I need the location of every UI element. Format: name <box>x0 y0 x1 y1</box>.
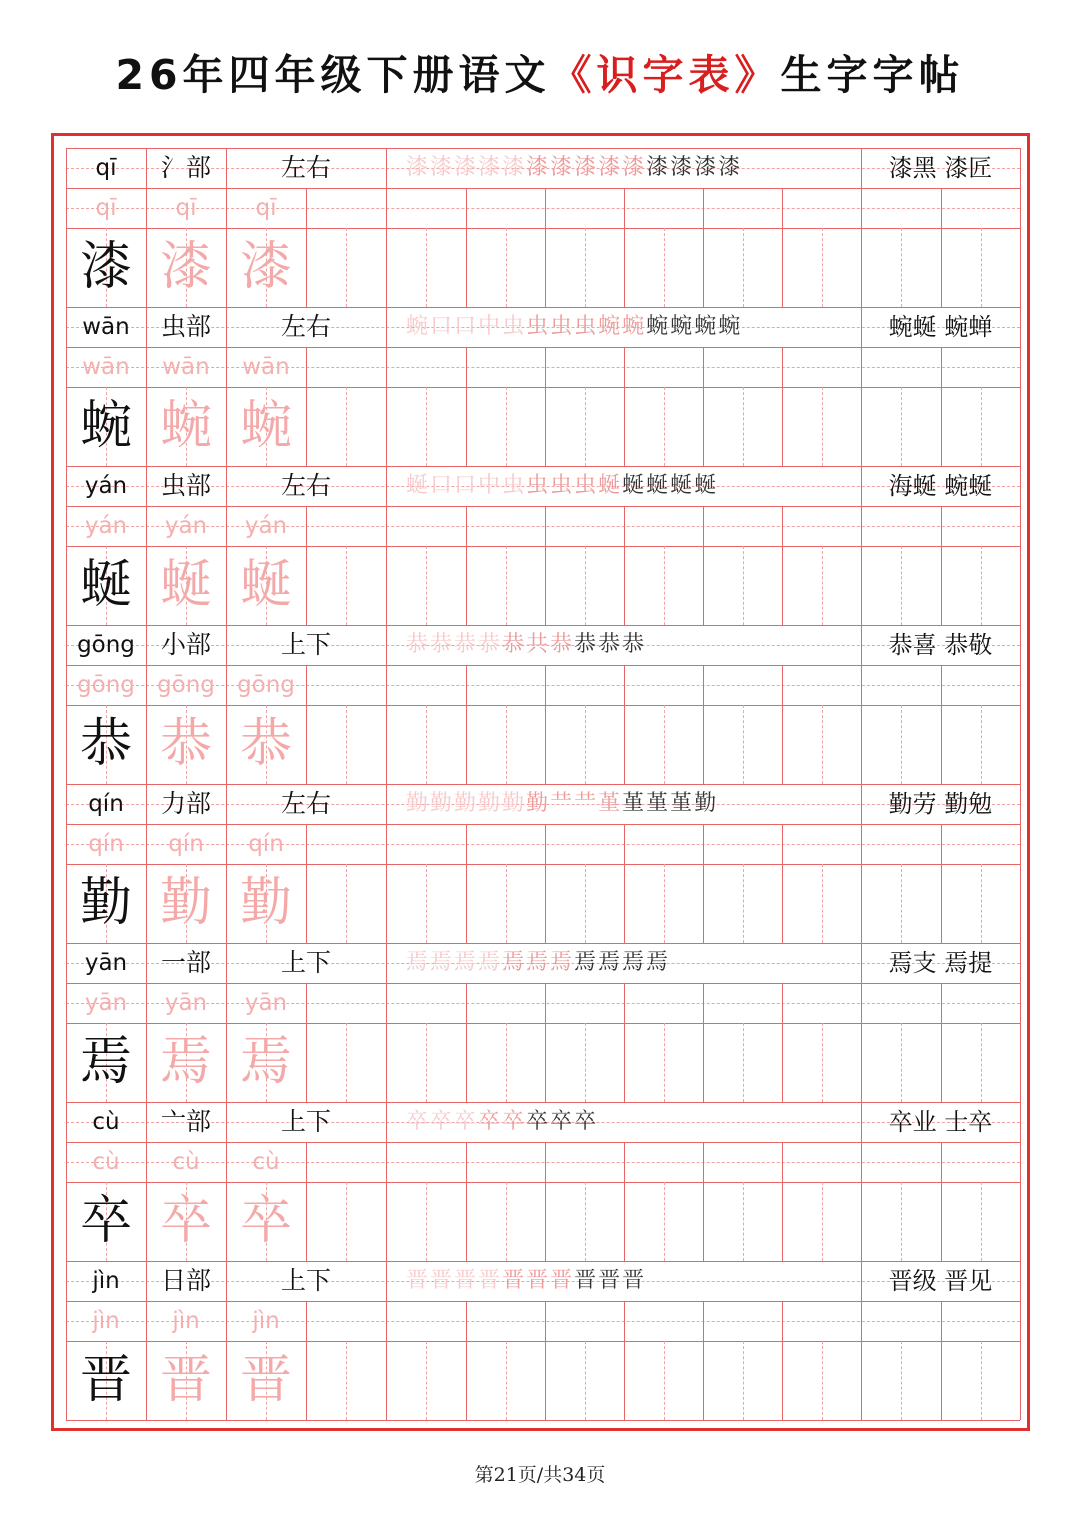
grid-line <box>743 228 744 307</box>
grid-line <box>346 1023 347 1102</box>
trace-pinyin: cù <box>92 1149 120 1175</box>
grid-line <box>703 665 704 784</box>
trace-character: 蜒 <box>159 555 212 615</box>
pinyin: wān <box>82 314 130 340</box>
trace-character: 晋 <box>159 1350 212 1410</box>
stroke-order: 蜿口口中虫虫虫虫蜿蜿蜿蜿蜿蜿 <box>406 314 743 339</box>
grid-line <box>822 387 823 466</box>
model-character: 蜒 <box>79 555 132 615</box>
grid-line <box>1020 1102 1021 1261</box>
grid-line <box>901 228 902 307</box>
trace-character: 勤 <box>239 873 292 933</box>
grid-line <box>624 665 625 784</box>
pinyin: yān <box>84 950 128 976</box>
grid-line <box>306 347 307 466</box>
grid-line <box>901 1182 902 1261</box>
char-block <box>66 307 1020 466</box>
model-character: 恭 <box>79 714 132 774</box>
trace-pinyin: yān <box>244 990 288 1016</box>
grid-line <box>624 506 625 625</box>
page-footer: 第21页/共34页 <box>474 1464 606 1486</box>
grid-line <box>306 188 307 307</box>
grid-line <box>822 1182 823 1261</box>
grid-line <box>703 983 704 1102</box>
trace-pinyin: jìn <box>172 1308 200 1334</box>
grid-line <box>426 546 427 625</box>
model-character: 勤 <box>79 873 132 933</box>
grid-line <box>306 1301 307 1420</box>
grid-line <box>585 705 586 784</box>
grid-line <box>506 387 507 466</box>
stroke-order: 焉焉焉焉焉焉焉焉焉焉焉 <box>406 950 671 975</box>
grid-line <box>506 705 507 784</box>
grid-line <box>822 1023 823 1102</box>
grid-line <box>346 864 347 943</box>
grid-line <box>426 705 427 784</box>
char-block <box>66 625 1020 784</box>
trace-character: 蜒 <box>239 555 292 615</box>
example-words: 恭喜 恭敬 <box>888 631 993 659</box>
grid-line <box>585 387 586 466</box>
grid-line <box>545 983 546 1102</box>
example-words: 焉支 焉提 <box>888 949 993 977</box>
grid-line <box>743 1023 744 1102</box>
grid-line <box>585 864 586 943</box>
grid-line <box>743 705 744 784</box>
trace-pinyin: yán <box>244 513 288 539</box>
grid-line <box>1020 307 1021 466</box>
grid-line <box>624 983 625 1102</box>
grid-line <box>585 546 586 625</box>
grid-line <box>664 864 665 943</box>
grid-line <box>386 1102 387 1261</box>
grid-line <box>703 1142 704 1261</box>
grid-line <box>306 506 307 625</box>
grid-line <box>981 387 982 466</box>
trace-pinyin: yán <box>164 513 208 539</box>
grid-line <box>901 864 902 943</box>
pinyin: jìn <box>92 1268 120 1294</box>
pinyin: yán <box>84 473 128 499</box>
structure: 左右 <box>280 312 331 341</box>
grid-line <box>545 665 546 784</box>
grid-line <box>624 1142 625 1261</box>
model-character: 卒 <box>79 1191 132 1251</box>
stroke-order: 晋晋晋晋晋晋晋晋晋晋 <box>406 1268 647 1293</box>
char-block <box>66 148 1020 307</box>
stroke-order: 恭恭恭恭恭共恭恭恭恭 <box>406 632 647 657</box>
stroke-order: 漆漆漆漆漆漆漆漆漆漆漆漆漆漆 <box>406 155 743 180</box>
stroke-order: 勤勤勤勤勤勤龷龷堇堇堇堇勤 <box>406 791 719 816</box>
radical: 力部 <box>160 789 211 818</box>
grid-line <box>941 665 942 784</box>
grid-line <box>386 148 387 307</box>
grid-line <box>545 1301 546 1420</box>
structure: 上下 <box>280 1266 331 1295</box>
stroke-order: 蜒口口中虫虫虫虫蜒蜒蜒蜒蜒 <box>406 473 719 498</box>
trace-pinyin: gōng <box>77 672 135 698</box>
model-character: 漆 <box>79 237 132 297</box>
stroke-order: 卒卒卒卒卒卒卒卒 <box>406 1109 599 1134</box>
grid-line <box>346 1341 347 1420</box>
grid-line <box>782 1301 783 1420</box>
structure: 左右 <box>280 789 331 818</box>
radical: 虫部 <box>160 312 211 341</box>
trace-character: 恭 <box>159 714 212 774</box>
grid-line <box>981 705 982 784</box>
model-character: 焉 <box>79 1032 132 1092</box>
grid-line <box>664 546 665 625</box>
grid-line <box>426 228 427 307</box>
grid-line <box>545 188 546 307</box>
grid-line <box>426 1023 427 1102</box>
trace-character: 恭 <box>239 714 292 774</box>
grid-line <box>506 546 507 625</box>
grid-line <box>545 824 546 943</box>
grid-line <box>386 784 387 943</box>
title-suffix: 生字字帖 <box>780 51 965 99</box>
grid-line <box>426 387 427 466</box>
trace-pinyin: yān <box>84 990 128 1016</box>
grid-line <box>743 387 744 466</box>
grid-line <box>545 347 546 466</box>
grid-line <box>1020 466 1021 625</box>
char-block <box>66 1261 1020 1420</box>
grid-line <box>585 1341 586 1420</box>
grid-line <box>782 824 783 943</box>
grid-line <box>346 705 347 784</box>
grid-line <box>901 705 902 784</box>
structure: 左右 <box>280 471 331 500</box>
trace-pinyin: cù <box>252 1149 280 1175</box>
trace-character: 卒 <box>239 1191 292 1251</box>
grid-line <box>585 228 586 307</box>
trace-character: 卒 <box>159 1191 212 1251</box>
grid-line <box>624 347 625 466</box>
grid-line <box>941 188 942 307</box>
grid-line <box>386 943 387 1102</box>
trace-character: 漆 <box>159 237 212 297</box>
grid-line <box>664 1182 665 1261</box>
grid-line <box>941 824 942 943</box>
grid-line <box>822 1341 823 1420</box>
grid-line <box>941 1301 942 1420</box>
grid-line <box>981 1023 982 1102</box>
grid-line <box>346 228 347 307</box>
example-words: 晋级 晋见 <box>888 1267 993 1295</box>
title-prefix: 26年四年级下册语文 <box>115 51 551 99</box>
grid-line <box>624 1301 625 1420</box>
radical: 虫部 <box>160 471 211 500</box>
grid-line <box>466 188 467 307</box>
grid-line <box>782 188 783 307</box>
grid-line <box>664 705 665 784</box>
grid-line <box>664 1023 665 1102</box>
practice-sheet <box>51 133 1030 1431</box>
grid-line <box>386 1261 387 1420</box>
grid-line <box>506 228 507 307</box>
grid-line <box>703 506 704 625</box>
trace-character: 蜿 <box>159 396 212 456</box>
trace-pinyin: qī <box>255 195 277 221</box>
grid-line <box>703 824 704 943</box>
example-words: 漆黑 漆匠 <box>888 154 993 182</box>
grid-line <box>506 1341 507 1420</box>
grid-line <box>703 347 704 466</box>
grid-line <box>782 506 783 625</box>
grid-line <box>624 188 625 307</box>
grid-line <box>664 228 665 307</box>
trace-character: 漆 <box>239 237 292 297</box>
trace-character: 勤 <box>159 873 212 933</box>
grid-line <box>426 1341 427 1420</box>
grid-line <box>941 983 942 1102</box>
grid-line <box>703 1301 704 1420</box>
structure: 上下 <box>280 948 331 977</box>
grid-line <box>901 546 902 625</box>
grid-line <box>1020 1261 1021 1420</box>
trace-character: 晋 <box>239 1350 292 1410</box>
structure: 上下 <box>280 630 331 659</box>
grid-line <box>743 1182 744 1261</box>
grid-line <box>664 1341 665 1420</box>
grid-line <box>346 1182 347 1261</box>
example-words: 勤劳 勤勉 <box>888 790 993 818</box>
char-block <box>66 1102 1020 1261</box>
grid-line <box>664 387 665 466</box>
pinyin: qī <box>95 155 117 181</box>
grid-line <box>386 307 387 466</box>
char-block <box>66 466 1020 625</box>
example-words: 卒业 士卒 <box>888 1108 993 1136</box>
trace-pinyin: qī <box>95 195 117 221</box>
grid-line <box>624 824 625 943</box>
model-character: 蜿 <box>79 396 132 456</box>
trace-pinyin: qī <box>175 195 197 221</box>
trace-pinyin: yán <box>84 513 128 539</box>
structure: 上下 <box>280 1107 331 1136</box>
grid-line <box>901 387 902 466</box>
radical: 一部 <box>160 948 211 977</box>
grid-line <box>346 387 347 466</box>
grid-line <box>782 983 783 1102</box>
trace-pinyin: cù <box>172 1149 200 1175</box>
char-block <box>66 784 1020 943</box>
grid-line <box>822 705 823 784</box>
radical: 日部 <box>160 1266 211 1295</box>
grid-line <box>941 1142 942 1261</box>
trace-character: 焉 <box>239 1032 292 1092</box>
radical: 小部 <box>160 630 211 659</box>
trace-pinyin: qín <box>168 831 204 857</box>
trace-pinyin: yān <box>164 990 208 1016</box>
grid-line <box>1020 625 1021 784</box>
char-block <box>66 943 1020 1102</box>
grid-line <box>506 1023 507 1102</box>
grid-line <box>941 347 942 466</box>
grid-line <box>1020 943 1021 1102</box>
pinyin: cù <box>92 1109 120 1135</box>
grid-line <box>386 625 387 784</box>
grid-line <box>466 506 467 625</box>
example-words: 海蜒 蜿蜒 <box>888 472 993 500</box>
grid-line <box>306 983 307 1102</box>
pinyin: qín <box>88 791 124 817</box>
grid-line <box>466 1142 467 1261</box>
grid-line <box>981 1341 982 1420</box>
trace-character: 焉 <box>159 1032 212 1092</box>
trace-pinyin: qín <box>248 831 284 857</box>
trace-pinyin: jìn <box>92 1308 120 1334</box>
grid-line <box>782 1142 783 1261</box>
trace-pinyin: qín <box>88 831 124 857</box>
model-character: 晋 <box>79 1350 132 1410</box>
grid-line <box>545 1142 546 1261</box>
grid-line <box>506 1182 507 1261</box>
grid-line <box>306 824 307 943</box>
grid-line <box>941 506 942 625</box>
grid-line <box>386 466 387 625</box>
grid-line <box>981 1182 982 1261</box>
grid-line <box>743 546 744 625</box>
grid-line <box>743 864 744 943</box>
trace-pinyin: jìn <box>252 1308 280 1334</box>
grid-line <box>466 983 467 1102</box>
grid-line <box>822 546 823 625</box>
grid-line <box>1020 784 1021 943</box>
structure: 左右 <box>280 153 331 182</box>
trace-pinyin: wān <box>162 354 210 380</box>
example-words: 蜿蜒 蜿蝉 <box>888 313 993 341</box>
grid-line <box>782 347 783 466</box>
grid-line <box>466 824 467 943</box>
trace-pinyin: gōng <box>157 672 215 698</box>
grid-line <box>466 1301 467 1420</box>
grid-line <box>585 1023 586 1102</box>
grid-line <box>703 188 704 307</box>
grid-line <box>1020 148 1021 307</box>
grid-line <box>822 228 823 307</box>
radical: 氵部 <box>160 153 211 182</box>
grid-line <box>585 1182 586 1261</box>
grid-line <box>981 228 982 307</box>
title-highlight: 《识字表》 <box>550 51 781 99</box>
trace-pinyin: gōng <box>237 672 295 698</box>
grid-line <box>901 1341 902 1420</box>
grid-line <box>66 1420 1020 1421</box>
trace-pinyin: wān <box>242 354 290 380</box>
grid-line <box>506 864 507 943</box>
grid-line <box>981 864 982 943</box>
grid-line <box>901 1023 902 1102</box>
grid-line <box>426 864 427 943</box>
pinyin: gōng <box>77 632 135 658</box>
trace-character: 蜿 <box>239 396 292 456</box>
grid-line <box>981 546 982 625</box>
grid-line <box>466 347 467 466</box>
grid-line <box>426 1182 427 1261</box>
radical: 亠部 <box>160 1107 211 1136</box>
trace-pinyin: wān <box>82 354 130 380</box>
grid-line <box>822 864 823 943</box>
grid-line <box>346 546 347 625</box>
grid-line <box>545 506 546 625</box>
grid-line <box>743 1341 744 1420</box>
grid-line <box>782 665 783 784</box>
grid-line <box>466 665 467 784</box>
page-title <box>0 42 1080 108</box>
grid-line <box>306 665 307 784</box>
grid-line <box>306 1142 307 1261</box>
